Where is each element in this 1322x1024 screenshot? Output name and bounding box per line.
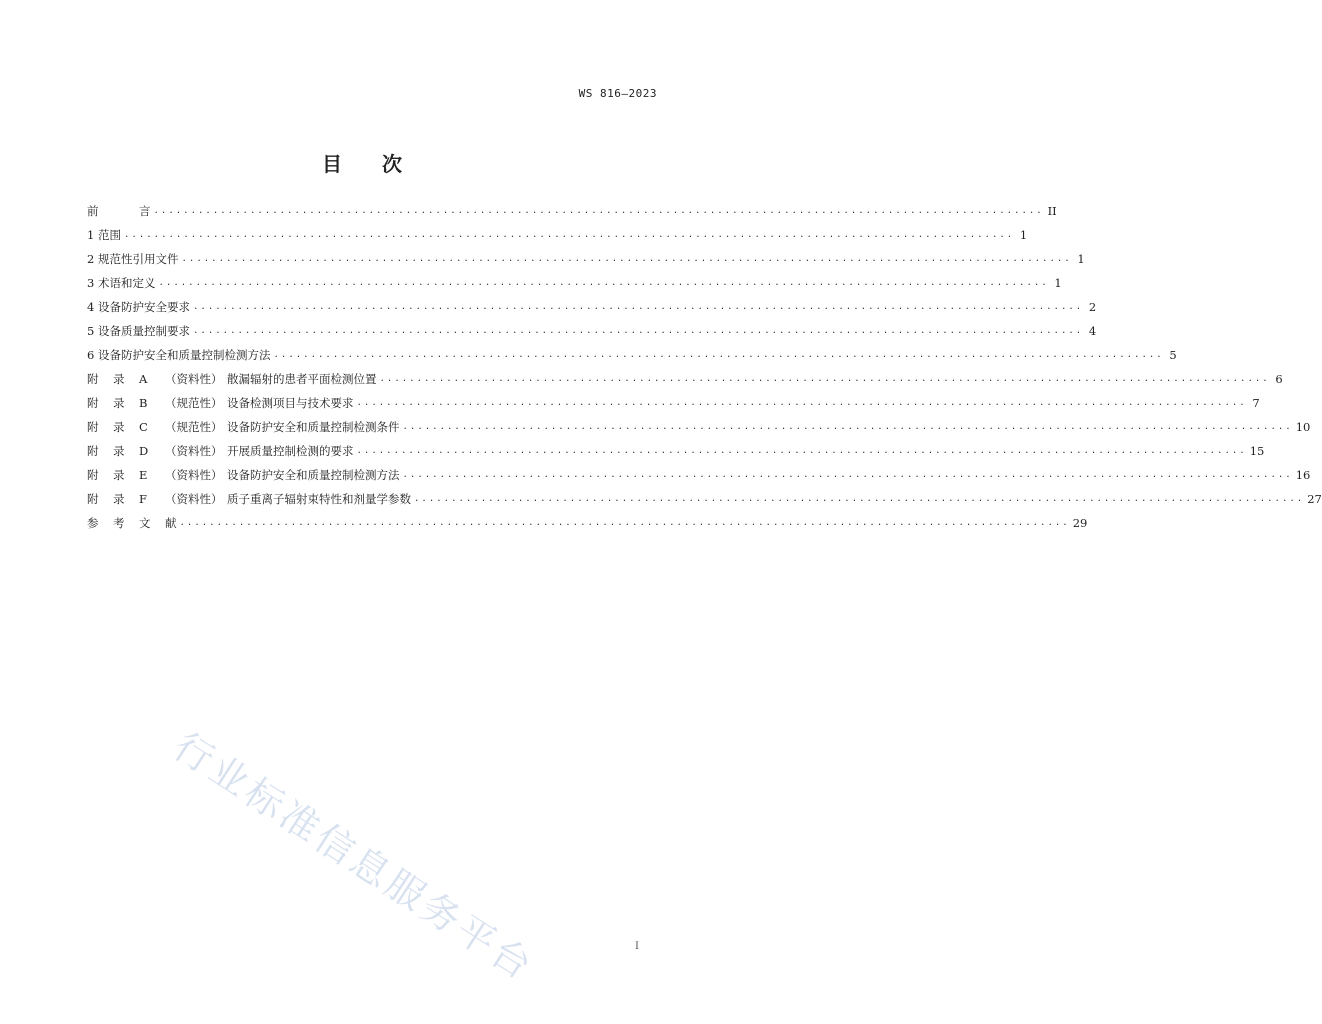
toc-label-part: 附 — [87, 396, 99, 410]
toc-label-part: 献 — [165, 516, 177, 530]
toc-entry-label — [87, 463, 400, 487]
toc-entry-label: 4 设备防护安全要求 — [87, 300, 190, 314]
title-char-1: 目 — [322, 152, 342, 176]
toc-page-number: 27 — [1307, 492, 1322, 506]
toc-leader-dots: ........................................................................................................................ — [402, 422, 1293, 432]
toc-label-part: 文 — [139, 516, 151, 530]
toc-label-part: 附 — [87, 492, 99, 506]
toc-leader-dots: ........................................................................................................................ — [402, 470, 1293, 480]
toc-entry[interactable] — [87, 439, 1265, 463]
toc-leader-dots: ........................................................................................................................ — [356, 398, 1247, 408]
toc-entry[interactable] — [87, 367, 1283, 391]
toc-leader-dots: ........................................................................................................................ — [123, 230, 1015, 240]
toc-page-number: II — [1047, 204, 1057, 218]
toc-label-part: D — [139, 444, 149, 458]
toc-entry[interactable] — [87, 223, 1028, 247]
title-char-2: 次 — [382, 152, 402, 176]
toc-leader-dots: ........................................................................................................................ — [192, 302, 1084, 312]
toc-label-part: 附 — [87, 444, 99, 458]
toc-entry-label — [87, 199, 151, 223]
toc-entry[interactable] — [87, 415, 1311, 439]
toc-label-part: 开展质量控制检测的要求 — [227, 444, 354, 458]
toc-page-number: 15 — [1249, 444, 1265, 458]
toc-page-number: 16 — [1295, 468, 1311, 482]
toc-entry[interactable] — [87, 511, 1088, 535]
toc-label-part: 考 — [113, 516, 125, 530]
toc-entry-label: 5 设备质量控制要求 — [87, 324, 190, 338]
toc-label-part: 前 — [87, 204, 99, 218]
toc-label-part: B — [139, 396, 148, 410]
toc-label-part: 录 — [113, 492, 125, 506]
toc-entry-label: 1 范围 — [87, 228, 121, 242]
toc-page-number: 7 — [1252, 396, 1260, 410]
toc-label-part: E — [139, 468, 148, 482]
toc-entry[interactable] — [87, 295, 1097, 319]
table-of-contents — [87, 199, 1322, 535]
watermark: 行业标准信息服务平台 — [166, 723, 543, 990]
toc-page-number: 1 — [1019, 228, 1028, 242]
toc-page-number: 4 — [1088, 324, 1097, 338]
toc-entry-label — [87, 487, 411, 511]
page-title — [0, 148, 724, 177]
toc-entry-label — [87, 391, 354, 415]
toc-entry[interactable] — [87, 271, 1062, 295]
toc-page-number: 10 — [1295, 420, 1311, 434]
toc-label-part: 设备防护安全和质量控制检测条件 — [227, 420, 400, 434]
toc-leader-dots: ........................................................................................................................ — [192, 326, 1084, 336]
toc-leader-dots: ........................................................................................................................ — [356, 446, 1247, 456]
toc-leader-dots: ........................................................................................................................ — [414, 494, 1305, 504]
toc-label-part: F — [139, 492, 147, 506]
toc-leader-dots: ........................................................................................................................ — [158, 278, 1049, 288]
toc-page-number: 29 — [1072, 516, 1088, 530]
toc-label-part: （资料性） — [165, 492, 223, 506]
toc-page-number: 6 — [1275, 372, 1283, 386]
toc-leader-dots: ........................................................................................................................ — [153, 206, 1044, 216]
toc-label-part: 质子重离子辐射束特性和剂量学参数 — [227, 492, 411, 506]
toc-page-number: 1 — [1054, 276, 1062, 290]
toc-entry-label — [87, 439, 354, 463]
toc-label-part: 录 — [113, 444, 125, 458]
toc-label-part: （资料性） — [165, 468, 223, 482]
toc-entry[interactable] — [87, 247, 1085, 271]
toc-leader-dots: ........................................................................................................................ — [181, 254, 1072, 264]
toc-entry[interactable] — [87, 463, 1311, 487]
toc-leader-dots: ........................................................................................................................ — [379, 374, 1270, 384]
toc-label-part: 录 — [113, 468, 125, 482]
toc-label-part: （资料性） — [165, 372, 223, 386]
toc-label-part: （规范性） — [165, 396, 223, 410]
toc-label-part: （资料性） — [165, 444, 223, 458]
footer-page-number: I — [635, 941, 639, 952]
toc-label-part: 录 — [113, 396, 125, 410]
toc-label-part: 散漏辐射的患者平面检测位置 — [227, 372, 377, 386]
toc-label-part: 参 — [87, 516, 99, 530]
toc-label-part: 录 — [113, 420, 125, 434]
toc-label-part: 录 — [113, 372, 125, 386]
toc-entry[interactable] — [87, 487, 1322, 511]
toc-label-part: 附 — [87, 468, 99, 482]
toc-label-part: 设备防护安全和质量控制检测方法 — [227, 468, 400, 482]
toc-label-part: C — [139, 420, 148, 434]
toc-label-part: 言 — [139, 204, 151, 218]
toc-entry-label — [87, 415, 400, 439]
toc-label-part: 设备检测项目与技术要求 — [227, 396, 354, 410]
toc-entry-label: 3 术语和定义 — [87, 276, 156, 290]
standard-number: WS 816—2023 — [578, 87, 657, 100]
toc-page-number: 5 — [1169, 348, 1177, 362]
toc-page-number: 1 — [1077, 252, 1085, 266]
toc-entry[interactable] — [87, 391, 1260, 415]
toc-label-part: 附 — [87, 420, 99, 434]
toc-label-part: A — [139, 372, 148, 386]
toc-entry-label — [87, 511, 177, 535]
toc-label-part: （规范性） — [165, 420, 223, 434]
toc-entry-label: 6 设备防护安全和质量控制检测方法 — [87, 348, 271, 362]
toc-leader-dots: ........................................................................................................................ — [179, 518, 1070, 528]
toc-label-part: 附 — [87, 372, 99, 386]
toc-entry[interactable] — [87, 199, 1057, 223]
toc-page-number: 2 — [1088, 300, 1097, 314]
toc-leader-dots: ........................................................................................................................ — [273, 350, 1164, 360]
toc-entry[interactable] — [87, 319, 1097, 343]
toc-entry-label: 2 规范性引用文件 — [87, 252, 179, 266]
toc-entry-label — [87, 367, 377, 391]
toc-entry[interactable] — [87, 343, 1177, 367]
